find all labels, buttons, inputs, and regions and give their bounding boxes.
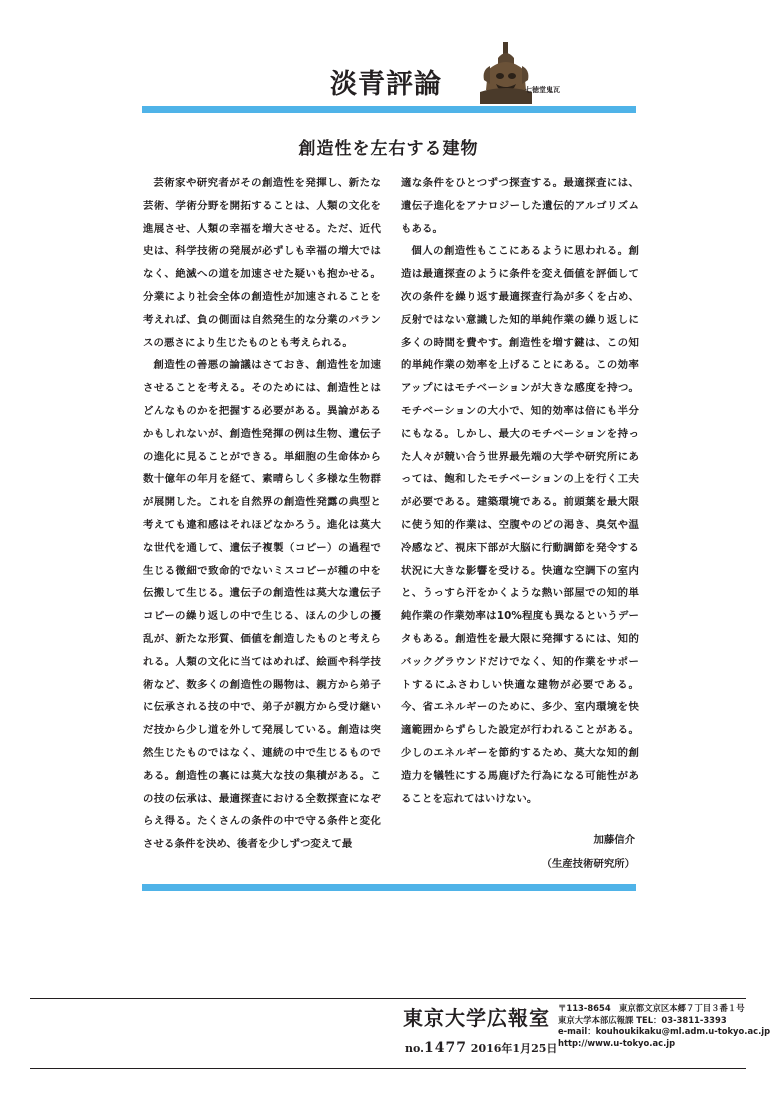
author-name: 加藤信介 xyxy=(593,834,635,846)
bottom-accent-rule xyxy=(142,884,636,891)
author-affiliation: （生産技術研究所） xyxy=(541,858,635,870)
roof-tile-ornament-image xyxy=(478,40,534,106)
website-link[interactable]: http://www.u-tokyo.ac.jp xyxy=(558,1037,676,1048)
contact-info xyxy=(558,1003,770,1049)
top-accent-rule xyxy=(142,106,636,113)
article-column-right xyxy=(401,172,639,810)
ornament-caption: 七徳堂鬼瓦 xyxy=(525,86,560,94)
paragraph: 芸術家や研究者がその創造性を発揮し、新たな芸術、学術分野を開拓することは、人類の文化を進展させ、人類の幸福を増大させる。ただ、近代史は、科学技術の発展が必ずしも幸福の増大ではなく、絶滅への道を加速させた疑いも抱かせる。分業により社会全体の創造性が加速されることを考えれば、負の側面は自然発生的な分業のバランスの悪さにより生じたものとも考えられる。 xyxy=(143,177,381,349)
footer-top-rule xyxy=(30,998,746,999)
issue-number: 1477 xyxy=(423,1040,467,1056)
issue-info xyxy=(405,1040,557,1056)
footer-bottom-rule xyxy=(30,1068,746,1069)
email-link[interactable]: e-mail：kouhoukikaku@ml.adm.u-tokyo.ac.jp xyxy=(558,1026,771,1036)
address: 〒113-8654 東京都文京区本郷７丁目３番１号 xyxy=(558,1003,745,1013)
issue-date: 2016年1月25日 xyxy=(470,1042,558,1055)
office-tel: 東京大学本部広報課 TEL：03-3811-3393 xyxy=(558,1014,727,1025)
article-title: 創造性を左右する建物 xyxy=(298,139,479,159)
paragraph: 個人の創造性もここにあるように思われる。創造は最適探査のように条件を変え価値を評価して次の条件を繰り返す最適探査行為が多くを占め、反射ではない意識した知的単純作業の繰り返しに多くの時間を費やす。創造性を増す鍵は、この知的単純作業の効率を上げることにある。この効率アップにはモチベーションが大きな感度を持つ。モチベーションの大小で、知的効率は倍にも半分にもなる。しかし、最大のモチベーションを持った人々が競い合う世界最先端の大学や研究所にあっては、飽和したモチベーションの上を行く工夫が必要である。建築環境である。前頭葉を最大限に使う知的作業は、空腹やのどの渇き、臭気や温冷感など、視床下部が大脳に行動調節を発令する状況に大きな影響を受ける。快適な空調下の室内と、うっすら汗をかくような熱い部屋での知的単純作業の作業効率は10%程度も異なるというデータもある。創造性を最大限に発揮するには、知的バックグラウンドだけでなく、知的作業をサポートするにふさわしい快適な建物が必要である。今、省エネルギーのために、多少、室内環境を快適範囲からずらした設定が行われることがある。少しのエネルギーを節約するため、莫大な知的創造力を犠牲にする馬鹿げた行為になる可能性があることを忘れてはいけない。 xyxy=(401,245,639,805)
author-block xyxy=(401,828,637,876)
column-title: 淡青評論 xyxy=(330,69,442,100)
paragraph: 創造性の善悪の論議はさておき、創造性を加速させることを考える。そのためには、創造性とはどんなものかを把握する必要がある。異論があるかもしれないが、創造性発揮の例は生物、遺伝子の進化に見ることができる。単細胞の生命体から数十億年の年月を経て、素晴らしく多様な生物群が展開した。これを自然界の創造性発露の典型と考えても違和感はそれほどなかろう。進化は莫大な世代を通して、遺伝子複製（コピー）の過程で生じる微細で致命的でないミスコピーが種の中を伝搬して生じる。遺伝子の創造性は莫大な遺伝子コピーの繰り返しの中で生じる、ほんの少しの擾乱が、新たな形質、価値を創造したものと考えられる。人類の文化に当てはめれば、絵画や科学技術など、数多くの創造性の賜物は、親方から弟子に伝承される技の中で、弟子が親方から受け継いだ技から少し道を外して発展している。創造は突然生じたものではなく、連続の中で生じるものである。創造性の裏には莫大な技の集積がある。この技の伝承は、最適探査における全数探査になぞらえ得る。たくさんの条件の中で守る条件と変化させる条件を決め、後者を少しずつ変えて最 xyxy=(143,359,381,851)
issue-prefix: no. xyxy=(405,1042,424,1055)
paragraph-continuation: 適な条件をひとつずつ探査する。最適探査には、遺伝子進化をアナロジーした遺伝的アルゴリズムもある。 xyxy=(401,177,639,235)
article-column-left xyxy=(143,172,381,856)
publisher-brand: 東京大学広報室 xyxy=(403,1006,550,1030)
